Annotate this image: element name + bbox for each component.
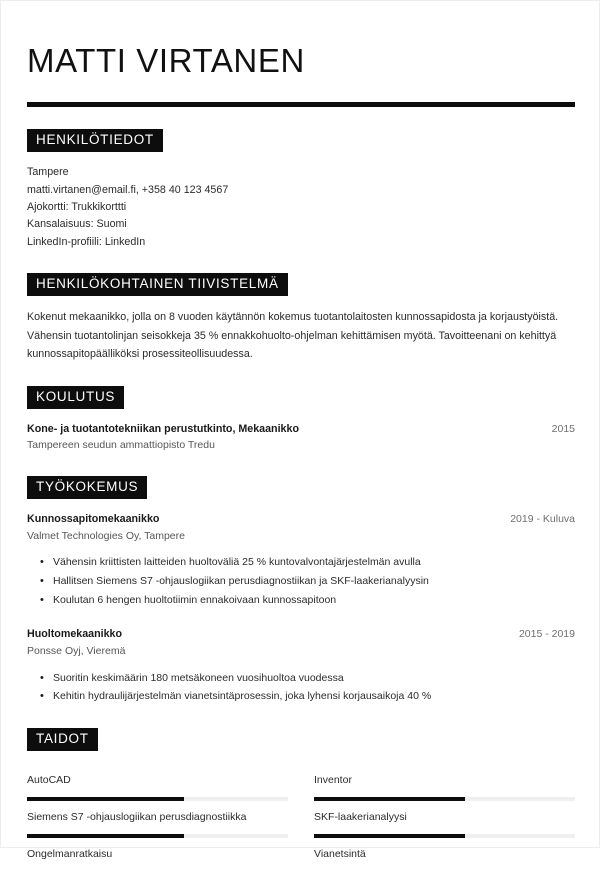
- header-divider: [27, 102, 575, 107]
- contact-line: matti.virtanen@email.fi, +358 40 123 4567: [27, 183, 229, 196]
- section-heading-summary: HENKILÖKOHTAINEN TIIVISTELMÄ: [27, 273, 288, 296]
- skill-item: [27, 764, 288, 801]
- page-title: MATTI VIRTANEN: [27, 42, 305, 79]
- education-degree: Kone- ja tuotantotekniikan perustutkinto, Mekaanikko: [27, 422, 299, 435]
- contact-line: LinkedIn-profiili: LinkedIn: [27, 235, 146, 248]
- education-institution: Tampereen seudun ammattiopisto Tredu: [27, 439, 215, 452]
- education-entry: [27, 422, 575, 454]
- skill-progress-track: [314, 834, 575, 838]
- summary-text: Kokenut mekaanikko, jolla on 8 vuoden käytännön kokemus tuotantolaitosten kunnossapidosta ja korjaustyöistä. Vähensin tuotantolinjan seisokkeja 35 % ennakkohuolto-ohjelman kehittämisen myötä. Tavoitteenani on kehittyä kunnossapitopäälliköksi prosessiteollisuudessa.: [27, 311, 559, 361]
- education-entry-header: [27, 422, 575, 438]
- skill-label: Vianetsintä: [314, 847, 366, 860]
- resume-content: [27, 1, 575, 875]
- skill-progress-fill: [314, 834, 465, 838]
- experience-entry-header: [27, 512, 575, 528]
- skill-item: [314, 801, 575, 838]
- experience-entry-header: [27, 627, 575, 643]
- job-title: Huoltomekaanikko: [27, 628, 123, 641]
- skill-item: [314, 764, 575, 801]
- skill-progress-fill: [27, 834, 184, 838]
- experience-entry: [27, 512, 575, 609]
- section-personal-information: [27, 129, 575, 251]
- job-bullet: • Kehitin hydraulijärjestelmän vianetsintäprosessin, joka lyhensi korjausaikoja 40 %: [53, 687, 575, 706]
- skill-label: AutoCAD: [27, 774, 71, 787]
- skill-item: [27, 838, 288, 875]
- contact-details: [27, 164, 575, 251]
- contact-line: Kansalaisuus: Suomi: [27, 218, 127, 231]
- section-heading-experience: TYÖKOKEMUS: [27, 476, 147, 499]
- skill-progress-fill: [27, 797, 184, 801]
- skill-progress-track: [27, 797, 288, 801]
- skill-label: Inventor: [314, 774, 352, 787]
- job-date: 2019 - Kuluva: [510, 513, 575, 526]
- skill-progress-track: [27, 834, 288, 838]
- job-title: Kunnossapitomekaanikko: [27, 513, 160, 526]
- job-bullet: • Vähensin kriittisten laitteiden huoltoväliä 25 % kuntovalvontajärjestelmän avulla: [53, 553, 575, 572]
- skills-grid: [27, 764, 575, 874]
- section-skills: [27, 728, 575, 874]
- job-bullet: • Suoritin keskimäärin 180 metsäkoneen vuosihuoltoa vuodessa: [53, 669, 575, 688]
- contact-line: Ajokortti: Trukkikorttti: [27, 201, 127, 214]
- job-bullet: • Koulutan 6 hengen huoltotiimin ennakoivaan kunnossapitoon: [53, 591, 575, 610]
- job-bullet: • Hallitsen Siemens S7 -ohjauslogiikan perusdiagnostiikan ja SKF-laakerianalyysin: [53, 572, 575, 591]
- section-heading-education: KOULUTUS: [27, 386, 124, 409]
- section-summary: [27, 273, 575, 363]
- skill-label: SKF-laakerianalyysi: [314, 811, 407, 823]
- section-heading-skills: TAIDOT: [27, 728, 98, 751]
- skill-progress-fill: [314, 797, 465, 801]
- contact-line: Tampere: [27, 166, 69, 179]
- skill-item: [314, 838, 575, 875]
- skill-label: Ongelmanratkaisu: [27, 847, 113, 860]
- section-education: [27, 386, 575, 454]
- job-employer: Ponsse Oyj, Vieremä: [27, 644, 126, 657]
- skill-item: [27, 801, 288, 838]
- education-date: 2015: [551, 422, 575, 435]
- experience-entry: [27, 627, 575, 706]
- section-heading-personal: HENKILÖTIEDOT: [27, 129, 163, 152]
- section-work-experience: [27, 476, 575, 706]
- job-bullet-list: [27, 553, 575, 609]
- job-employer: Valmet Technologies Oy, Tampere: [27, 529, 185, 542]
- skill-progress-track: [314, 797, 575, 801]
- skill-label: Siemens S7 -ohjauslogiikan perusdiagnostiikka: [27, 811, 247, 823]
- job-bullet-list: [27, 669, 575, 706]
- job-date: 2015 - 2019: [518, 628, 575, 641]
